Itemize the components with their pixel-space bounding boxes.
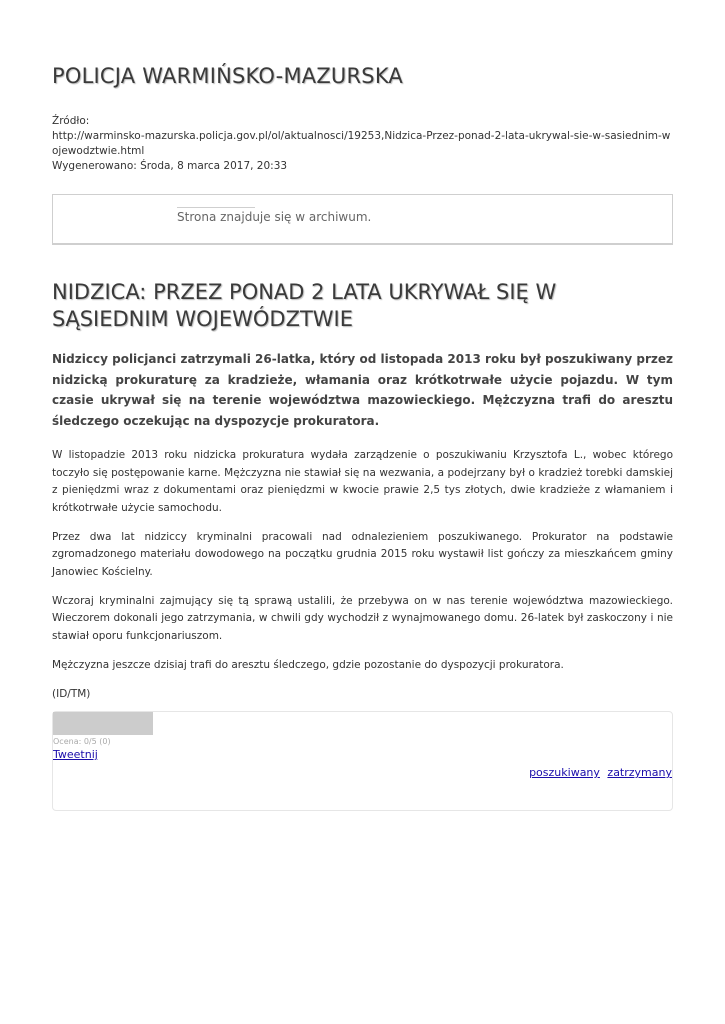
tag-list	[525, 766, 672, 779]
article-paragraph: Wczoraj kryminalni zajmujący się tą sprawą ustalili, że przebywa on w nas terenie województwa mazowieckiego. Wieczorem dokonali jego zatrzymania, w chwili gdy wychodził z wynajmowanego domu. 26-latek był zaskoczony i nie stawiał oporu funkcjonariuszom.	[52, 594, 673, 642]
article-paragraph: Mężczyzna jeszcze dzisiaj trafi do aresztu śledczego, gdzie pozostanie do dyspozycji prokuratora.	[52, 658, 564, 671]
rating-stars[interactable]	[53, 712, 153, 735]
article-paragraph: Przez dwa lat nidziccy kryminalni pracowali nad odnalezieniem poszukiwanego. Prokurator na podstawie zgromadzonego materiału dowodowego na początku grudnia 2015 roku wystawił list gończy za mieszkańcem gminy Janowiec Kościelny.	[52, 530, 673, 578]
tag-link-poszukiwany[interactable]: poszukiwany	[529, 766, 600, 779]
archive-message: Strona znajduje się w archiwum.	[177, 210, 372, 224]
tweet-link[interactable]: Tweetnij	[53, 748, 98, 761]
article-signature: (ID/TM)	[52, 687, 91, 700]
article-footer	[52, 711, 673, 811]
article-body	[52, 447, 673, 715]
archive-divider	[177, 207, 255, 208]
article-paragraph: W listopadzie 2013 roku nidzicka prokuratura wydała zarządzenie o poszukiwaniu Krzysztofa L., wobec którego toczyło się postępowanie karne. Mężczyzna nie stawiał się na wezwania, a podejrzany był o kradzież torebki damskiej z pieniędzmi wraz z dokumentami oraz pieniędzmi w kwocie prawie 2,5 tys złotych, dwie kradzieże z włamaniem i krótkotrwałe użycie samochodu.	[52, 449, 673, 514]
archive-notice	[52, 194, 673, 245]
source-block	[52, 114, 673, 174]
site-title: POLICJA WARMIŃSKO-MAZURSKA	[52, 64, 403, 88]
generated-date: Wygenerowano: Środa, 8 marca 2017, 20:33	[52, 160, 288, 172]
source-url: http://warminsko-mazurska.policja.gov.pl/ol/aktualnosci/19253,Nidzica-Przez-ponad-2-lata-ukrywal-sie-w-sasiednim-wojewodztwie.html	[52, 130, 671, 157]
article-lead: Nidziccy policjanci zatrzymali 26-latka, który od listopada 2013 roku był poszukiwany przez nidzicką prokuraturę za kradzieże, włamania oraz krótkotrwałe użycie pojazdu. W tym czasie ukrywał się na terenie województwa mazowieckiego. Mężczyzna trafi do aresztu śledczego oczekując na dyspozycje prokuratora.	[52, 352, 673, 428]
rating-text: Ocena: 0/5 (0)	[53, 737, 111, 746]
article-title: NIDZICA: PRZEZ PONAD 2 LATA UKRYWAŁ SIĘ W SĄSIEDNIM WOJEWÓDZTWIE	[52, 280, 557, 331]
tag-link-zatrzymany[interactable]: zatrzymany	[607, 766, 672, 779]
source-label: Źródło:	[52, 115, 90, 127]
